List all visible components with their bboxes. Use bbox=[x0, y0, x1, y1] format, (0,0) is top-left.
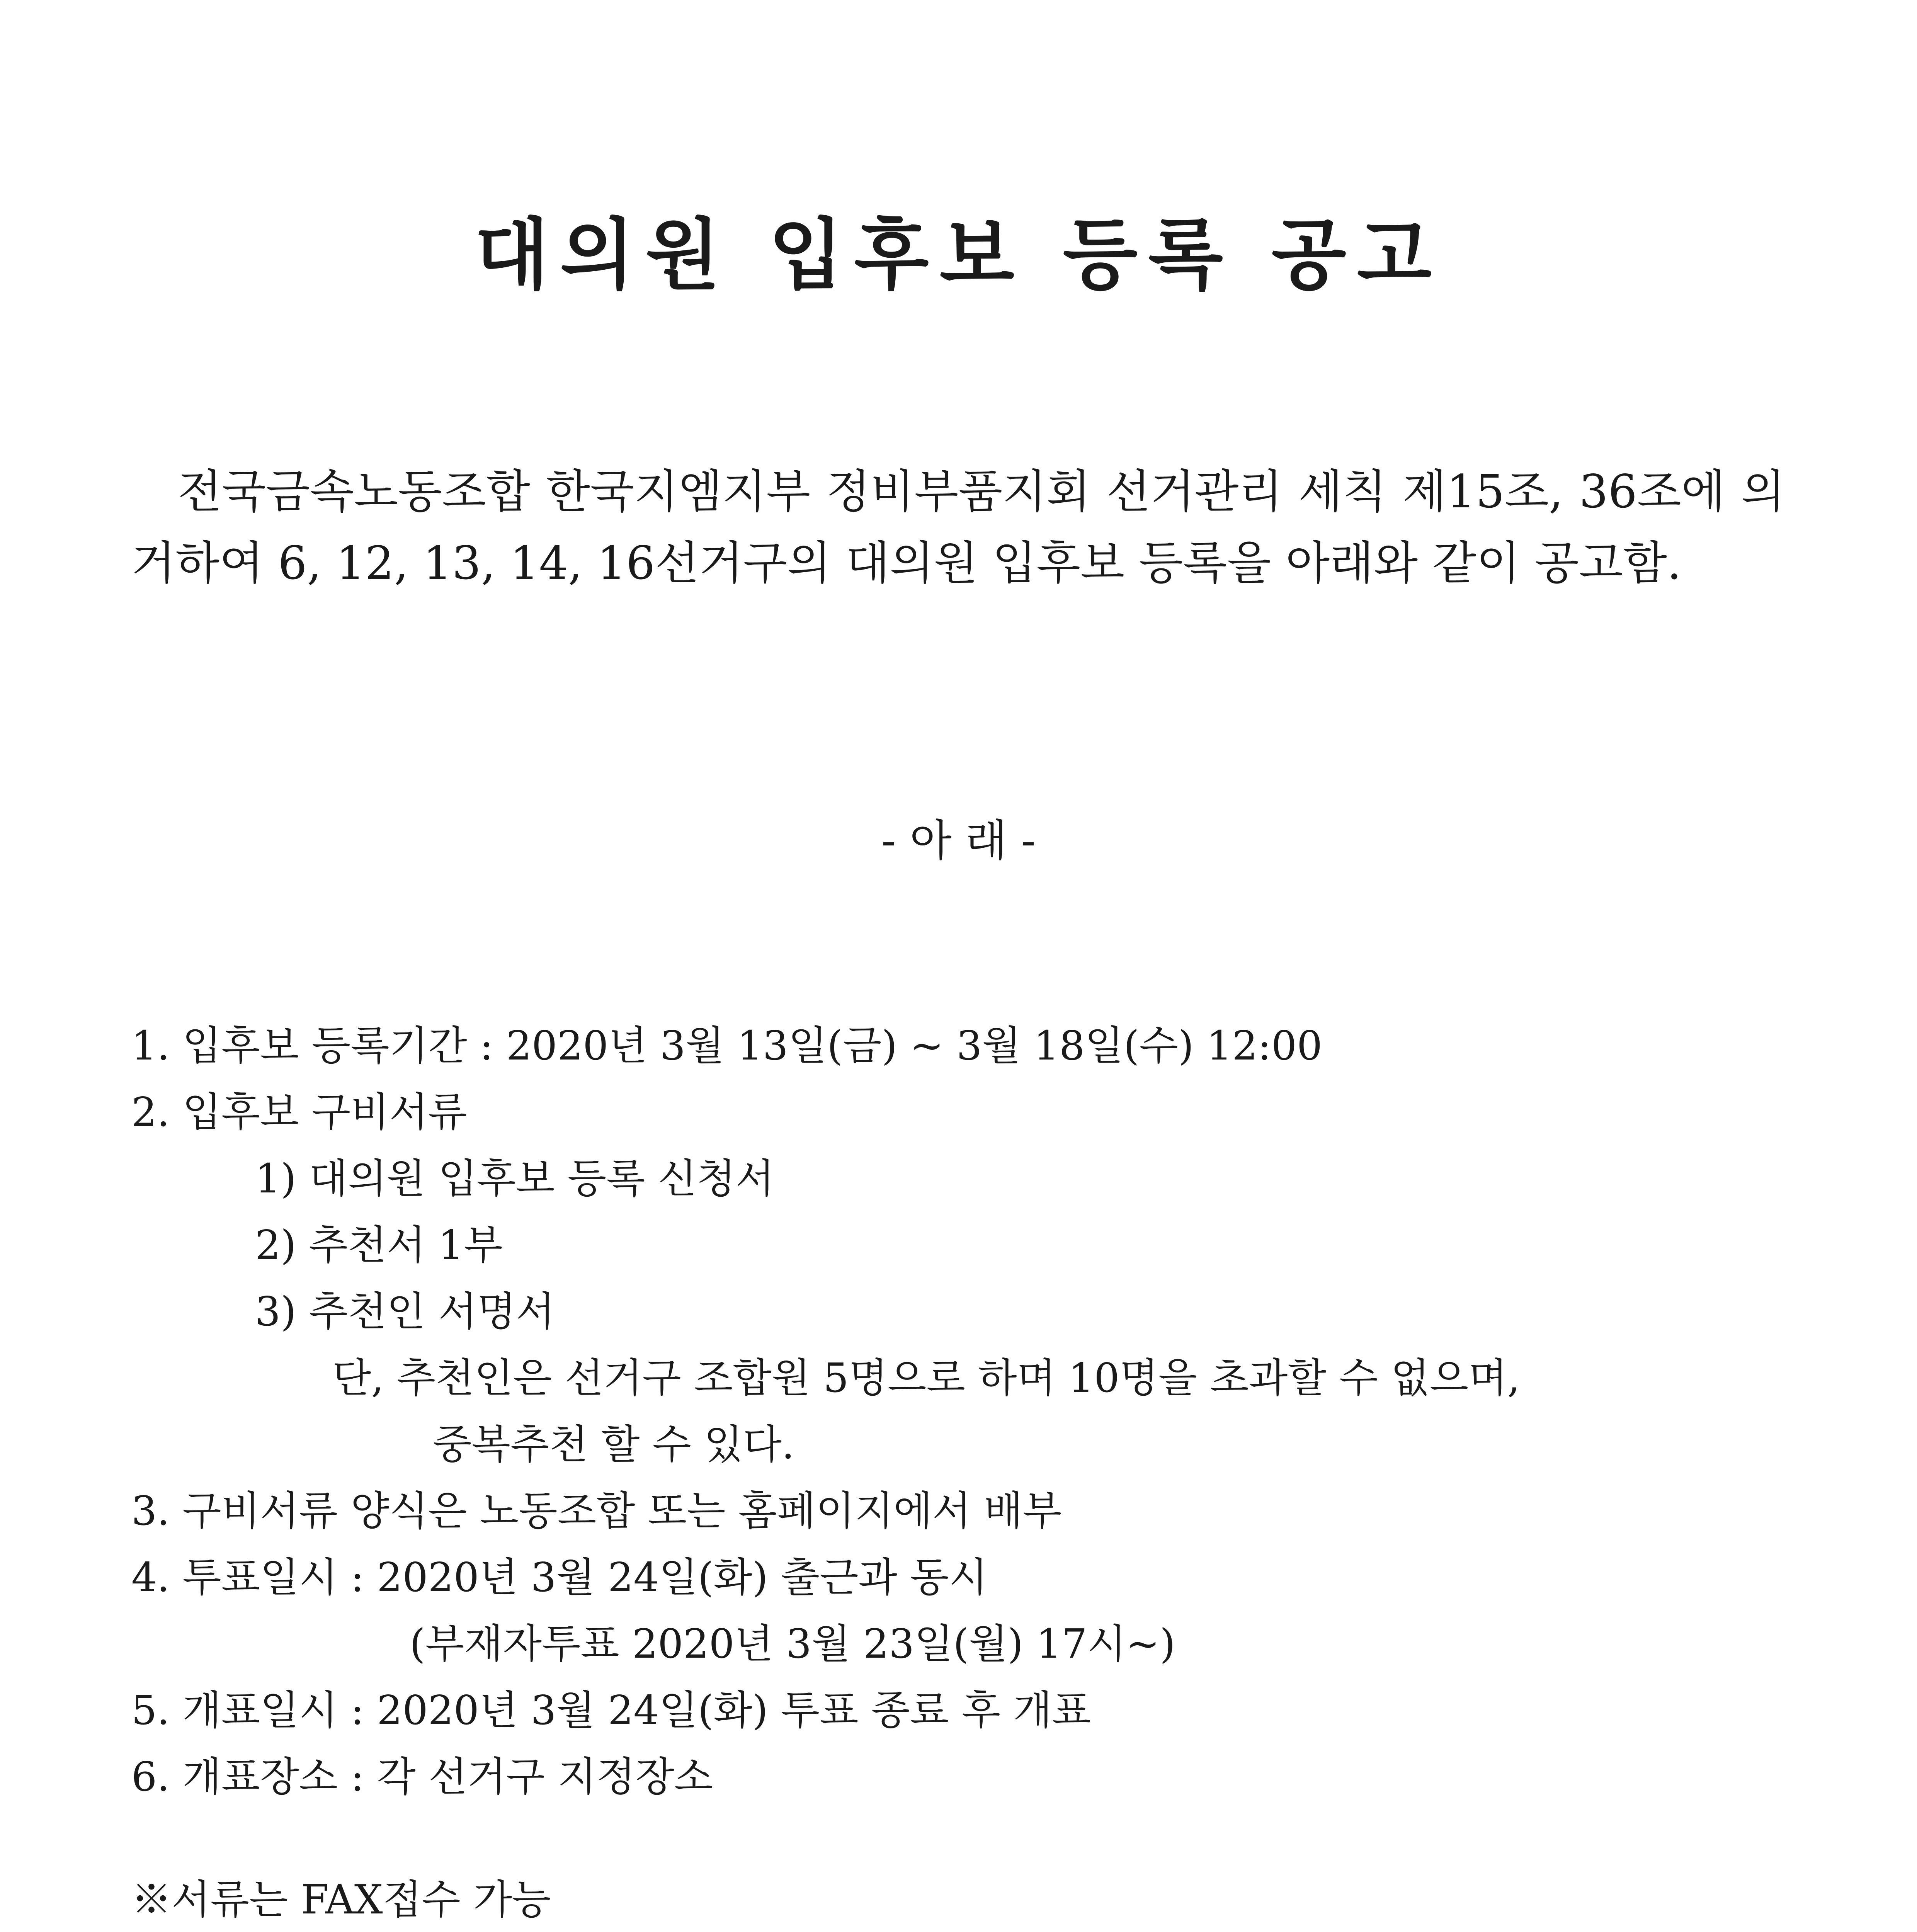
item-2-note-1: 단, 추천인은 선거구 조합원 5명으로 하며 10명을 초과할 수 없으며, bbox=[332, 1354, 1520, 1401]
item-1: 1. 입후보 등록기간 : 2020년 3월 13일(금) ~ 3월 18일(수) 12:00 bbox=[131, 1022, 1323, 1069]
item-4-sub: (부재자투표 2020년 3월 23일(월) 17시~) bbox=[410, 1620, 1175, 1667]
item-3: 3. 구비서류 양식은 노동조합 또는 홈페이지에서 배부 bbox=[131, 1487, 1062, 1534]
below-marker: - 아 래 - bbox=[881, 816, 1036, 866]
item-list bbox=[131, 1012, 1793, 1810]
notes bbox=[131, 1866, 1793, 1932]
intro-text: 전국금속노동조합 한국지엠지부 정비부품지회 선거관리 세칙 제15조, 36조에 의거하여 6, 12, 13, 14, 16선거구의 대의원 입후보 등록을 아래와 같이 공고함. bbox=[131, 465, 1786, 590]
item-2-sub-2: 2) 추천서 1부 bbox=[255, 1221, 503, 1269]
item-2: 2. 입후보 구비서류 bbox=[131, 1088, 467, 1136]
item-2-sub-1: 1) 대의원 입후보 등록 신청서 bbox=[255, 1155, 775, 1202]
document-title: 대의원 입후보 등록 공고 bbox=[475, 209, 1442, 300]
item-4: 4. 투표일시 : 2020년 3월 24일(화) 출근과 동시 bbox=[131, 1554, 988, 1601]
item-2-sub-3: 3) 추천인 서명서 bbox=[255, 1288, 555, 1335]
item-2-note-2: 중복추천 할 수 있다. bbox=[433, 1421, 794, 1468]
note-1: ※서류는 FAX접수 가능 bbox=[131, 1876, 551, 1923]
intro-paragraph bbox=[131, 456, 1785, 599]
item-6: 6. 개표장소 : 각 선거구 지정장소 bbox=[131, 1753, 713, 1800]
item-5: 5. 개표일시 : 2020년 3월 24일(화) 투표 종료 후 개표 bbox=[131, 1687, 1091, 1734]
